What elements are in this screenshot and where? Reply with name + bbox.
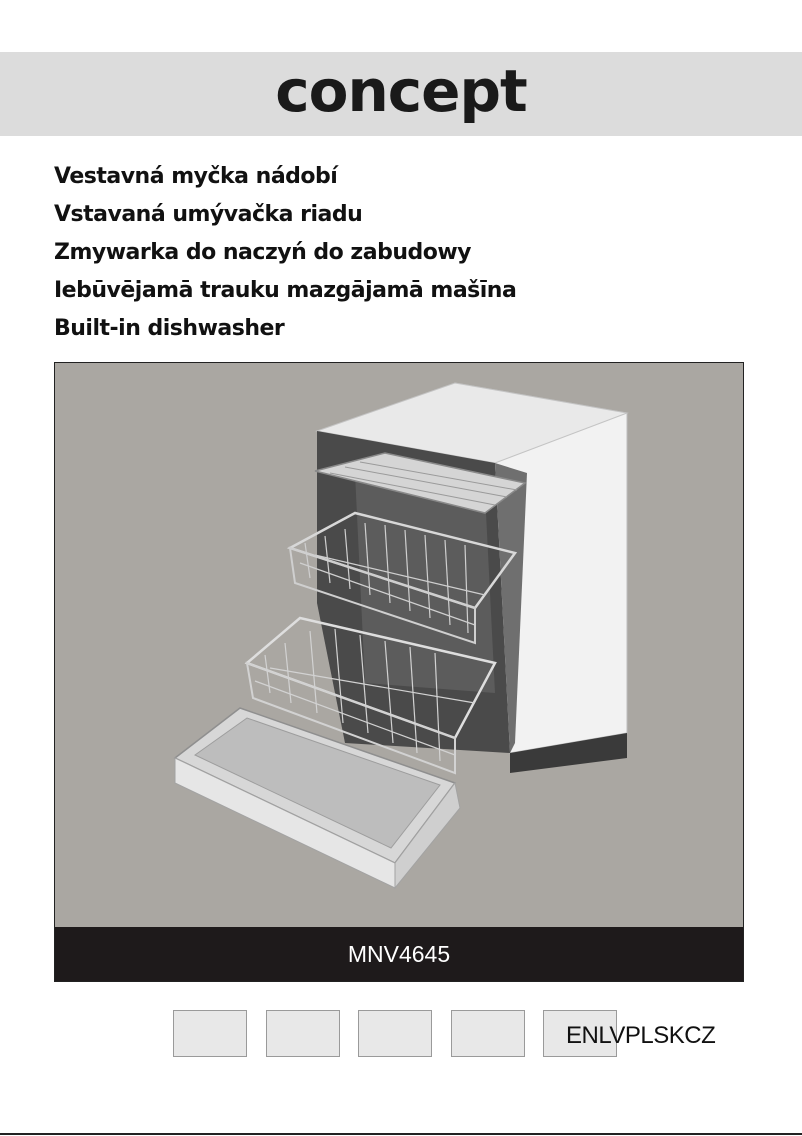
title-pl: Zmywarka do naczyń do zabudowy [54, 240, 472, 265]
language-box-3 [358, 1010, 432, 1057]
title-en: Built-in dishwasher [54, 316, 285, 341]
language-box-2 [266, 1010, 340, 1057]
brand-logo: concept [275, 57, 527, 125]
language-box-1 [173, 1010, 247, 1057]
title-cz: Vestavná myčka nádobí [54, 164, 338, 189]
title-sk: Vstavaná umývačka riadu [54, 202, 363, 227]
brand-header [0, 52, 802, 136]
title-lv: Iebūvējamā trauku mazgājamā mašīna [54, 278, 517, 303]
language-box-4 [451, 1010, 525, 1057]
language-codes: ENLVPLSKCZ [566, 1022, 716, 1049]
bottom-divider [0, 1133, 802, 1135]
model-number: MNV4645 [55, 927, 743, 981]
dishwasher-illustration [55, 363, 744, 928]
product-titles [54, 158, 516, 348]
product-photo [54, 362, 744, 982]
